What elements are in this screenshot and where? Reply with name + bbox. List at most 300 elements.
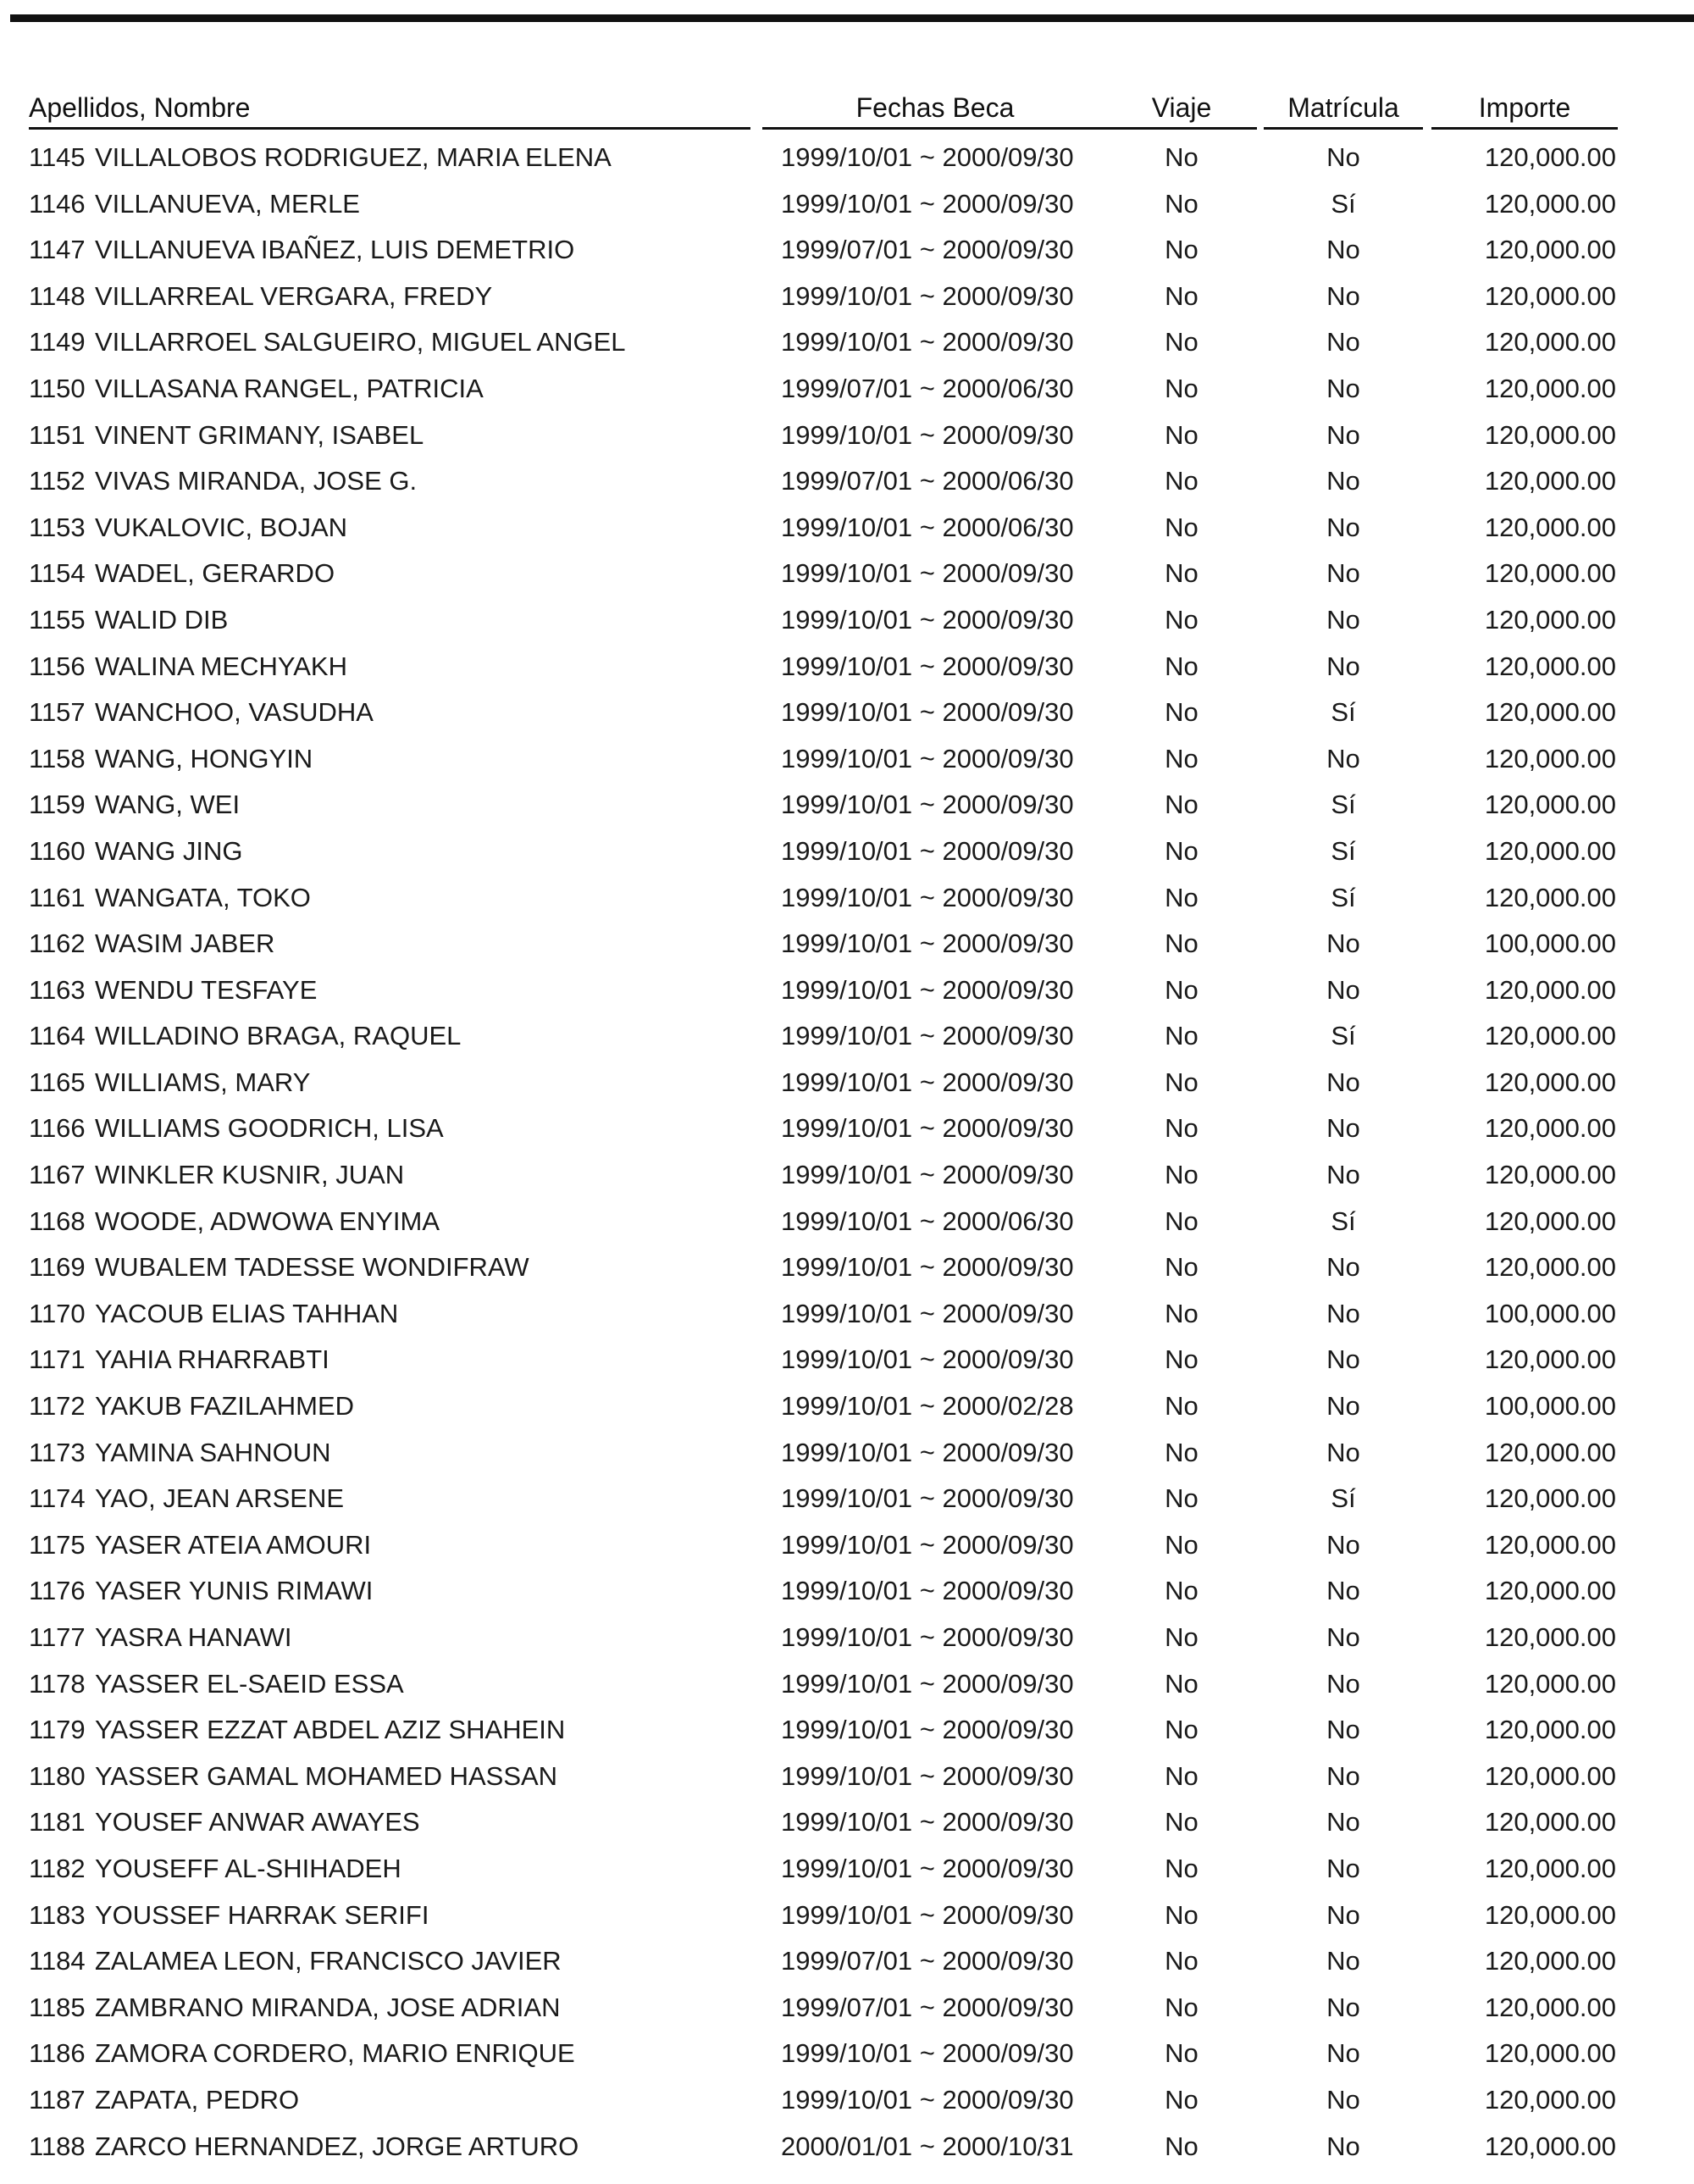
row-dates: 1999/10/01 ~ 2000/09/30 [781,558,1074,589]
table-row [0,181,1694,228]
row-matricula: No [1326,1252,1360,1283]
row-name: WOODE, ADWOWA ENYIMA [95,1206,440,1236]
row-viaje: No [1165,1992,1199,2022]
row-dates: 1999/10/01 ~ 2000/09/30 [781,419,1074,450]
row-matricula: No [1326,327,1360,358]
row-dates: 1999/10/01 ~ 2000/09/30 [781,1529,1074,1560]
row-importe: 120,000.00 [1484,558,1616,589]
row-viaje: No [1165,2131,1199,2161]
row-viaje: No [1165,743,1199,773]
row-dates: 1999/10/01 ~ 2000/09/30 [781,1668,1074,1699]
table-header [0,88,1694,129]
row-name: WILLIAMS, MARY [95,1067,311,1097]
row-number: 1147 [29,235,86,265]
row-importe: 120,000.00 [1484,882,1616,912]
row-number: 1183 [29,1899,86,1930]
row-viaje: No [1165,1298,1199,1328]
row-number: 1159 [29,790,86,820]
table-row [0,1199,1694,1245]
table-row [0,227,1694,274]
row-name: ZAMBRANO MIRANDA, JOSE ADRIAN [95,1992,561,2022]
row-importe: 120,000.00 [1484,1946,1616,1976]
row-number: 1148 [29,280,86,311]
row-viaje: No [1165,1206,1199,1236]
table-row [0,1615,1694,1661]
row-viaje: No [1165,512,1199,542]
row-importe: 120,000.00 [1484,1992,1616,2022]
table-row [0,2031,1694,2077]
row-number: 1187 [29,2084,86,2115]
row-importe: 120,000.00 [1484,280,1616,311]
row-number: 1173 [29,1437,86,1467]
table-row [0,1985,1694,2032]
row-importe: 120,000.00 [1484,1853,1616,1883]
row-importe: 120,000.00 [1484,1483,1616,1514]
table-row [0,829,1694,875]
row-dates: 1999/10/01 ~ 2000/09/30 [781,142,1074,172]
table-body [0,135,1694,2170]
row-name: YASSER GAMAL MOHAMED HASSAN [95,1760,558,1791]
row-viaje: No [1165,1668,1199,1699]
row-name: WADEL, GERARDO [95,558,335,589]
row-importe: 100,000.00 [1484,928,1616,959]
row-matricula: Sí [1331,1483,1356,1514]
row-name: YASER YUNIS RIMAWI [95,1576,374,1606]
row-name: VUKALOVIC, BOJAN [95,512,348,542]
table-row [0,1106,1694,1152]
row-name: WILLIAMS GOODRICH, LISA [95,1113,444,1144]
top-rule [10,14,1694,22]
table-row [0,1337,1694,1383]
table-row [0,1013,1694,1060]
row-matricula: Sí [1331,882,1356,912]
row-name: YASRA HANAWI [95,1622,292,1652]
row-number: 1175 [29,1529,86,1560]
row-matricula: No [1326,1160,1360,1190]
row-dates: 1999/10/01 ~ 2000/09/30 [781,790,1074,820]
row-importe: 120,000.00 [1484,1668,1616,1699]
row-dates: 1999/07/01 ~ 2000/09/30 [781,235,1074,265]
row-name: ZAPATA, PEDRO [95,2084,300,2115]
row-name: VINENT GRIMANY, ISABEL [95,419,424,450]
row-number: 1161 [29,882,86,912]
row-matricula: Sí [1331,697,1356,728]
table-row [0,458,1694,505]
header-name: Apellidos, Nombre [29,88,750,130]
row-name: YASSER EZZAT ABDEL AZIZ SHAHEIN [95,1715,566,1745]
row-number: 1166 [29,1113,86,1144]
row-matricula: No [1326,512,1360,542]
row-viaje: No [1165,1021,1199,1051]
row-name: WENDU TESFAYE [95,974,318,1005]
row-name: WINKLER KUSNIR, JUAN [95,1160,405,1190]
row-matricula: No [1326,142,1360,172]
table-row [0,1060,1694,1106]
row-matricula: No [1326,280,1360,311]
row-number: 1178 [29,1668,86,1699]
row-importe: 120,000.00 [1484,419,1616,450]
row-name: WANG JING [95,835,243,866]
row-dates: 1999/10/01 ~ 2000/09/30 [781,974,1074,1005]
row-dates: 1999/10/01 ~ 2000/09/30 [781,743,1074,773]
row-viaje: No [1165,790,1199,820]
row-viaje: No [1165,835,1199,866]
table-row [0,1522,1694,1569]
row-number: 1179 [29,1715,86,1745]
row-matricula: No [1326,1760,1360,1791]
row-matricula: No [1326,1622,1360,1652]
row-importe: 120,000.00 [1484,235,1616,265]
row-matricula: No [1326,1668,1360,1699]
row-viaje: No [1165,1067,1199,1097]
row-importe: 120,000.00 [1484,1529,1616,1560]
table-row [0,274,1694,320]
row-viaje: No [1165,235,1199,265]
row-matricula: Sí [1331,188,1356,219]
row-viaje: No [1165,928,1199,959]
row-importe: 120,000.00 [1484,1344,1616,1375]
row-dates: 1999/10/01 ~ 2000/06/30 [781,1206,1074,1236]
row-name: YACOUB ELIAS TAHHAN [95,1298,399,1328]
row-viaje: No [1165,1853,1199,1883]
row-number: 1184 [29,1946,86,1976]
row-dates: 1999/10/01 ~ 2000/09/30 [781,604,1074,635]
row-number: 1181 [29,1807,86,1838]
row-importe: 120,000.00 [1484,790,1616,820]
row-dates: 1999/10/01 ~ 2000/09/30 [781,327,1074,358]
row-importe: 120,000.00 [1484,2131,1616,2161]
row-viaje: No [1165,1946,1199,1976]
row-viaje: No [1165,2084,1199,2115]
row-importe: 120,000.00 [1484,466,1616,496]
row-name: VILLASANA RANGEL, PATRICIA [95,373,484,403]
row-matricula: No [1326,235,1360,265]
row-dates: 1999/10/01 ~ 2000/09/30 [781,280,1074,311]
row-viaje: No [1165,1160,1199,1190]
row-name: ZARCO HERNANDEZ, JORGE ARTURO [95,2131,579,2161]
row-viaje: No [1165,419,1199,450]
row-number: 1172 [29,1391,86,1422]
row-matricula: No [1326,1807,1360,1838]
row-viaje: No [1165,1113,1199,1144]
row-number: 1157 [29,697,86,728]
row-dates: 1999/10/01 ~ 2000/09/30 [781,1344,1074,1375]
row-viaje: No [1165,558,1199,589]
row-viaje: No [1165,142,1199,172]
table-row [0,1893,1694,1939]
row-viaje: No [1165,1899,1199,1930]
row-importe: 120,000.00 [1484,651,1616,681]
row-number: 1162 [29,928,86,959]
table-row [0,1799,1694,1846]
row-matricula: No [1326,1899,1360,1930]
row-name: YAHIA RHARRABTI [95,1344,329,1375]
row-importe: 120,000.00 [1484,1113,1616,1144]
row-number: 1168 [29,1206,86,1236]
row-number: 1150 [29,373,86,403]
table-row [0,319,1694,366]
row-matricula: No [1326,2084,1360,2115]
row-matricula: No [1326,1344,1360,1375]
row-importe: 120,000.00 [1484,1622,1616,1652]
row-name: VILLARREAL VERGARA, FREDY [95,280,493,311]
row-name: WILLADINO BRAGA, RAQUEL [95,1021,462,1051]
row-name: VILLALOBOS RODRIGUEZ, MARIA ELENA [95,142,612,172]
row-matricula: No [1326,1992,1360,2022]
row-dates: 1999/10/01 ~ 2000/09/30 [781,882,1074,912]
row-matricula: No [1326,2131,1360,2161]
table-row [0,413,1694,459]
row-matricula: No [1326,1576,1360,1606]
row-dates: 1999/10/01 ~ 2000/09/30 [781,697,1074,728]
table-row [0,1476,1694,1522]
row-matricula: No [1326,466,1360,496]
row-viaje: No [1165,1715,1199,1745]
row-importe: 120,000.00 [1484,2038,1616,2069]
row-number: 1158 [29,743,86,773]
table-row [0,782,1694,829]
table-row [0,1244,1694,1291]
row-name: WANGATA, TOKO [95,882,311,912]
row-matricula: No [1326,1529,1360,1560]
row-importe: 120,000.00 [1484,1021,1616,1051]
row-number: 1186 [29,2038,86,2069]
row-number: 1177 [29,1622,86,1652]
row-name: YASSER EL-SAEID ESSA [95,1668,404,1699]
row-viaje: No [1165,1252,1199,1283]
row-name: VILLANUEVA IBAÑEZ, LUIS DEMETRIO [95,235,575,265]
row-importe: 100,000.00 [1484,1298,1616,1328]
row-number: 1151 [29,419,86,450]
row-viaje: No [1165,974,1199,1005]
table-row [0,366,1694,413]
row-matricula: No [1326,2038,1360,2069]
row-name: WALINA MECHYAKH [95,651,347,681]
row-number: 1174 [29,1483,86,1514]
row-importe: 120,000.00 [1484,2084,1616,2115]
row-number: 1176 [29,1576,86,1606]
row-matricula: No [1326,651,1360,681]
row-viaje: No [1165,604,1199,635]
row-number: 1154 [29,558,86,589]
row-matricula: Sí [1331,1206,1356,1236]
row-dates: 1999/10/01 ~ 2000/09/30 [781,1160,1074,1190]
table-row [0,1152,1694,1199]
table-row [0,135,1694,181]
row-viaje: No [1165,651,1199,681]
row-dates: 1999/10/01 ~ 2000/09/30 [781,835,1074,866]
row-number: 1156 [29,651,86,681]
row-number: 1165 [29,1067,86,1097]
row-dates: 1999/10/01 ~ 2000/09/30 [781,1899,1074,1930]
row-name: WANCHOO, VASUDHA [95,697,374,728]
row-matricula: No [1326,974,1360,1005]
row-matricula: No [1326,373,1360,403]
row-matricula: No [1326,1853,1360,1883]
table-row [0,921,1694,967]
row-viaje: No [1165,697,1199,728]
table-row [0,1707,1694,1754]
table-row [0,2077,1694,2124]
row-number: 1146 [29,188,86,219]
row-number: 1180 [29,1760,86,1791]
row-name: VILLARROEL SALGUEIRO, MIGUEL ANGEL [95,327,626,358]
header-importe: Importe [1431,88,1618,130]
row-number: 1145 [29,142,86,172]
row-name: YOUSEFF AL-SHIHADEH [95,1853,401,1883]
row-name: WANG, HONGYIN [95,743,313,773]
row-matricula: No [1326,558,1360,589]
row-name: YOUSEF ANWAR AWAYES [95,1807,420,1838]
row-matricula: No [1326,419,1360,450]
row-importe: 120,000.00 [1484,1576,1616,1606]
table-row [0,505,1694,552]
table-row [0,1383,1694,1430]
row-dates: 1999/10/01 ~ 2000/09/30 [781,1021,1074,1051]
row-viaje: No [1165,2038,1199,2069]
row-matricula: No [1326,743,1360,773]
row-dates: 1999/10/01 ~ 2000/09/30 [781,1576,1074,1606]
row-viaje: No [1165,1437,1199,1467]
table-row [0,1661,1694,1708]
row-dates: 1999/10/01 ~ 2000/09/30 [781,1807,1074,1838]
row-matricula: No [1326,1715,1360,1745]
row-dates: 1999/10/01 ~ 2000/09/30 [781,188,1074,219]
row-dates: 1999/10/01 ~ 2000/09/30 [781,1853,1074,1883]
row-number: 1171 [29,1344,86,1375]
row-dates: 1999/10/01 ~ 2000/09/30 [781,1113,1074,1144]
row-matricula: No [1326,1437,1360,1467]
row-name: YAKUB FAZILAHMED [95,1391,355,1422]
row-name: ZALAMEA LEON, FRANCISCO JAVIER [95,1946,562,1976]
row-name: WALID DIB [95,604,229,635]
row-importe: 100,000.00 [1484,1391,1616,1422]
table-row [0,967,1694,1014]
row-importe: 120,000.00 [1484,1160,1616,1190]
row-dates: 1999/07/01 ~ 2000/06/30 [781,373,1074,403]
row-importe: 120,000.00 [1484,743,1616,773]
row-matricula: No [1326,1946,1360,1976]
row-viaje: No [1165,1483,1199,1514]
row-viaje: No [1165,188,1199,219]
row-name: YAO, JEAN ARSENE [95,1483,345,1514]
row-viaje: No [1165,1576,1199,1606]
row-dates: 1999/10/01 ~ 2000/09/30 [781,2038,1074,2069]
row-viaje: No [1165,1760,1199,1791]
row-number: 1185 [29,1992,86,2022]
row-matricula: Sí [1331,1021,1356,1051]
row-name: WANG, WEI [95,790,241,820]
row-dates: 1999/10/01 ~ 2000/09/30 [781,1067,1074,1097]
table-row [0,551,1694,597]
row-importe: 120,000.00 [1484,1437,1616,1467]
row-dates: 1999/10/01 ~ 2000/09/30 [781,1483,1074,1514]
row-importe: 120,000.00 [1484,1715,1616,1745]
row-importe: 120,000.00 [1484,188,1616,219]
row-importe: 120,000.00 [1484,1067,1616,1097]
row-number: 1167 [29,1160,86,1190]
row-number: 1169 [29,1252,86,1283]
table-row [0,2124,1694,2170]
table-row [0,597,1694,644]
row-viaje: No [1165,1344,1199,1375]
row-number: 1160 [29,835,86,866]
row-name: YAMINA SAHNOUN [95,1437,331,1467]
row-importe: 120,000.00 [1484,1252,1616,1283]
row-dates: 1999/10/01 ~ 2000/09/30 [781,651,1074,681]
row-number: 1153 [29,512,86,542]
row-importe: 120,000.00 [1484,373,1616,403]
row-viaje: No [1165,1622,1199,1652]
table-row [0,1568,1694,1615]
row-importe: 120,000.00 [1484,604,1616,635]
row-number: 1182 [29,1853,86,1883]
table-row [0,1754,1694,1800]
row-number: 1155 [29,604,86,635]
table-row [0,644,1694,690]
row-number: 1188 [29,2131,86,2161]
row-dates: 1999/10/01 ~ 2000/09/30 [781,1298,1074,1328]
row-importe: 120,000.00 [1484,327,1616,358]
row-matricula: No [1326,1391,1360,1422]
row-dates: 1999/10/01 ~ 2000/09/30 [781,1622,1074,1652]
row-matricula: Sí [1331,790,1356,820]
table-row [0,1291,1694,1338]
row-number: 1149 [29,327,86,358]
row-importe: 120,000.00 [1484,1899,1616,1930]
row-dates: 1999/10/01 ~ 2000/09/30 [781,928,1074,959]
row-importe: 120,000.00 [1484,1760,1616,1791]
row-dates: 1999/10/01 ~ 2000/06/30 [781,512,1074,542]
row-dates: 1999/10/01 ~ 2000/09/30 [781,1760,1074,1791]
row-matricula: No [1326,604,1360,635]
row-dates: 1999/07/01 ~ 2000/06/30 [781,466,1074,496]
row-importe: 120,000.00 [1484,142,1616,172]
row-name: VIVAS MIRANDA, JOSE G. [95,466,418,496]
row-matricula: Sí [1331,835,1356,866]
row-name: ZAMORA CORDERO, MARIO ENRIQUE [95,2038,575,2069]
header-dates: Fechas Beca [762,88,1108,130]
table-row [0,1846,1694,1893]
row-dates: 2000/01/01 ~ 2000/10/31 [781,2131,1074,2161]
row-dates: 1999/10/01 ~ 2000/09/30 [781,1437,1074,1467]
row-matricula: No [1326,1067,1360,1097]
row-number: 1163 [29,974,86,1005]
row-viaje: No [1165,327,1199,358]
row-name: WASIM JABER [95,928,275,959]
row-importe: 120,000.00 [1484,697,1616,728]
row-number: 1164 [29,1021,86,1051]
row-importe: 120,000.00 [1484,1206,1616,1236]
row-viaje: No [1165,1391,1199,1422]
row-name: VILLANUEVA, MERLE [95,188,360,219]
table-row [0,1430,1694,1477]
row-importe: 120,000.00 [1484,1807,1616,1838]
row-dates: 1999/07/01 ~ 2000/09/30 [781,1992,1074,2022]
row-importe: 120,000.00 [1484,835,1616,866]
row-dates: 1999/07/01 ~ 2000/09/30 [781,1946,1074,1976]
row-name: YOUSSEF HARRAK SERIFI [95,1899,429,1930]
row-viaje: No [1165,882,1199,912]
table-row [0,1938,1694,1985]
row-importe: 120,000.00 [1484,512,1616,542]
header-viaje: Viaje [1106,88,1257,130]
header-matricula: Matrícula [1264,88,1423,130]
table-row [0,736,1694,783]
row-importe: 120,000.00 [1484,974,1616,1005]
row-dates: 1999/10/01 ~ 2000/09/30 [781,1715,1074,1745]
row-dates: 1999/10/01 ~ 2000/02/28 [781,1391,1074,1422]
